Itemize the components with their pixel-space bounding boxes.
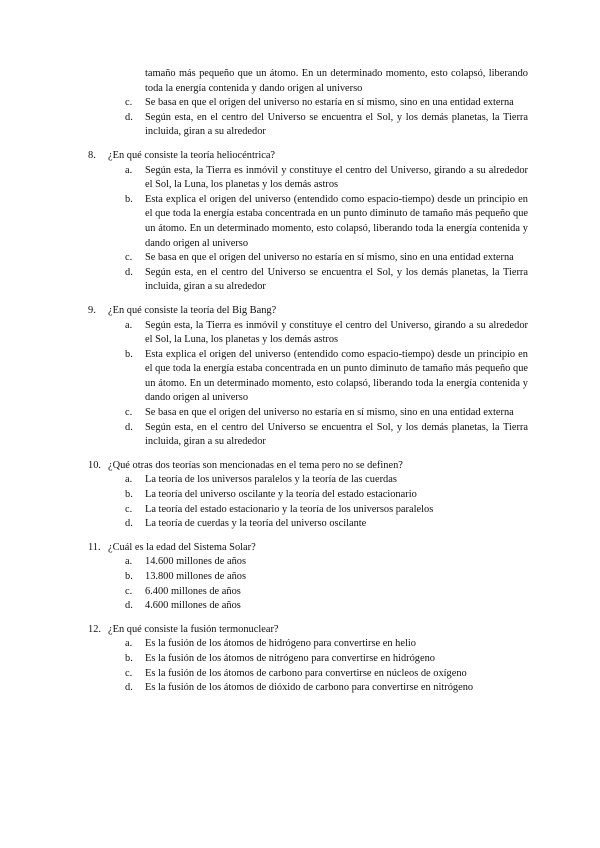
option-item [125,585,528,600]
option-letter: a. [125,319,133,331]
question-text: ¿En qué consiste la fusión termonuclear? [108,623,279,635]
option-item [125,667,528,682]
option-letter: c. [125,407,133,419]
question-text: ¿Qué otras dos teorías son mencionadas en el tema pero no se definen? [108,459,403,471]
option-item [125,599,528,614]
option-letter: c. [125,252,133,264]
option-list [125,164,528,295]
question-number: 11. [88,541,101,553]
option-text: 14.600 millones de años [145,556,247,568]
option-text: 6.400 millones de años [145,585,241,597]
continued-question [88,67,528,140]
option-item [125,681,528,696]
quiz-content [88,67,528,705]
option-letter: c. [125,667,133,679]
option-text: Esta explica el origen del universo (entendido como espacio-tiempo) desde un principio en el que toda la energía estaba concentrada en un punto diminuto de tamaño más pequeño que un átomo. En un determinado momento, esto colapsó, liberando toda la energía contenida y dando origen al universo [145,193,528,249]
option-text: Es la fusión de los átomos de nitrógeno para convertirse en hidrógeno [145,652,435,664]
option-item [125,637,528,652]
question-11 [88,541,528,614]
question-10 [88,459,528,532]
question-number: 12. [88,623,101,635]
option-letter: b. [125,652,133,664]
option-letter: d. [125,682,133,694]
option-letter: b. [125,571,133,582]
option-text: La teoría del universo oscilante y la teoría del estado estacionario [145,489,417,501]
question-text: ¿En qué consiste la teoría heliocéntrica? [108,149,276,161]
option-item [125,517,528,532]
option-text: Esta explica el origen del universo (entendido como espacio-tiempo) desde un principio en el que toda la energía estaba concentrada en un punto diminuto de tamaño más pequeño que un átomo. En un determinado momento, esto colapsó, liberando toda la energía contenida y dando origen al universo [145,348,528,404]
option-text: Según esta, la Tierra es inmóvil y constituye el centro del Universo, girando a su alrededor el Sol, la Luna, los planetas y los demás astros [145,164,528,191]
option-letter: a. [125,556,133,568]
option-item [125,266,528,295]
option-text: Se basa en que el origen del universo no estaría en sí mismo, sino en una entidad externa [145,252,514,264]
option-item [125,193,528,251]
option-text: 4.600 millones de años [145,600,241,612]
option-letter: d. [125,421,133,433]
question-number: 8. [88,149,96,161]
continued-option-text: tamaño más pequeño que un átomo. En un determinado momento, esto colapsó, liberando toda la energía contenida y dando origen al universo [145,68,528,94]
option-letter: d. [125,518,133,530]
option-text: La teoría de los universos paralelos y la teoría de las cuerdas [145,474,397,486]
option-text: Es la fusión de los átomos de dióxido de carbono para convertirse en nitrógeno [145,682,474,694]
question-header [88,149,528,164]
option-text: La teoría del estado estacionario y la teoría de los universos paralelos [145,503,434,515]
option-text: Se basa en que el origen del universo no estaría en sí mismo, sino en una entidad externa [145,97,514,109]
option-list [125,473,528,531]
option-letter: d. [125,600,133,612]
option-item [125,164,528,193]
option-text: Según esta, en el centro del Universo se encuentra el Sol, y los demás planetas, la Tierra incluida, giran a su alrededor [145,421,528,448]
option-letter: c. [125,97,133,109]
question-header [88,459,528,474]
option-letter: d. [125,111,133,123]
option-text: Según esta, la Tierra es inmóvil y constituye el centro del Universo, girando a su alrededor el Sol, la Luna, los planetas y los demás astros [145,319,528,346]
question-8 [88,149,528,295]
option-text: 13.800 millones de años [145,571,247,582]
option-letter: d. [125,266,133,278]
option-item [125,348,528,406]
option-text: Es la fusión de los átomos de carbono para convertirse en núcleos de oxígeno [145,667,467,679]
option-letter: b. [125,193,133,205]
option-item [125,473,528,488]
option-item [125,503,528,518]
question-header [88,623,528,638]
option-item [125,319,528,348]
option-text: La teoría de cuerdas y la teoría del universo oscilante [145,518,367,530]
question-text: ¿En qué consiste la teoría del Big Bang? [108,304,277,316]
option-letter: b. [125,489,133,501]
option-text: Es la fusión de los átomos de hidrógeno para convertirse en helio [145,638,416,650]
option-item [125,96,528,111]
option-letter: c. [125,503,133,515]
option-letter: a. [125,638,133,650]
option-text: Según esta, en el centro del Universo se encuentra el Sol, y los demás planetas, la Tierra incluida, giran a su alrededor [145,111,528,138]
continued-options [125,96,528,140]
option-item [125,570,528,585]
option-list [125,319,528,450]
option-letter: c. [125,585,133,597]
question-header [88,304,528,319]
option-item [125,406,528,421]
option-list [125,555,528,613]
option-item [125,652,528,667]
option-text: Según esta, en el centro del Universo se encuentra el Sol, y los demás planetas, la Tierra incluida, giran a su alrededor [145,266,528,293]
option-text: Se basa en que el origen del universo no estaría en sí mismo, sino en una entidad externa [145,407,514,419]
option-item [125,555,528,570]
question-9 [88,304,528,450]
option-item [125,111,528,140]
option-letter: a. [125,164,133,176]
option-letter: a. [125,474,133,486]
option-item [125,251,528,266]
option-item [125,421,528,450]
question-header [88,541,528,556]
question-text: ¿Cuál es la edad del Sistema Solar? [108,541,256,553]
question-number: 9. [88,304,96,316]
option-item [125,488,528,503]
question-12 [88,623,528,696]
option-list [125,637,528,695]
question-number: 10. [88,459,101,471]
option-letter: b. [125,348,133,360]
